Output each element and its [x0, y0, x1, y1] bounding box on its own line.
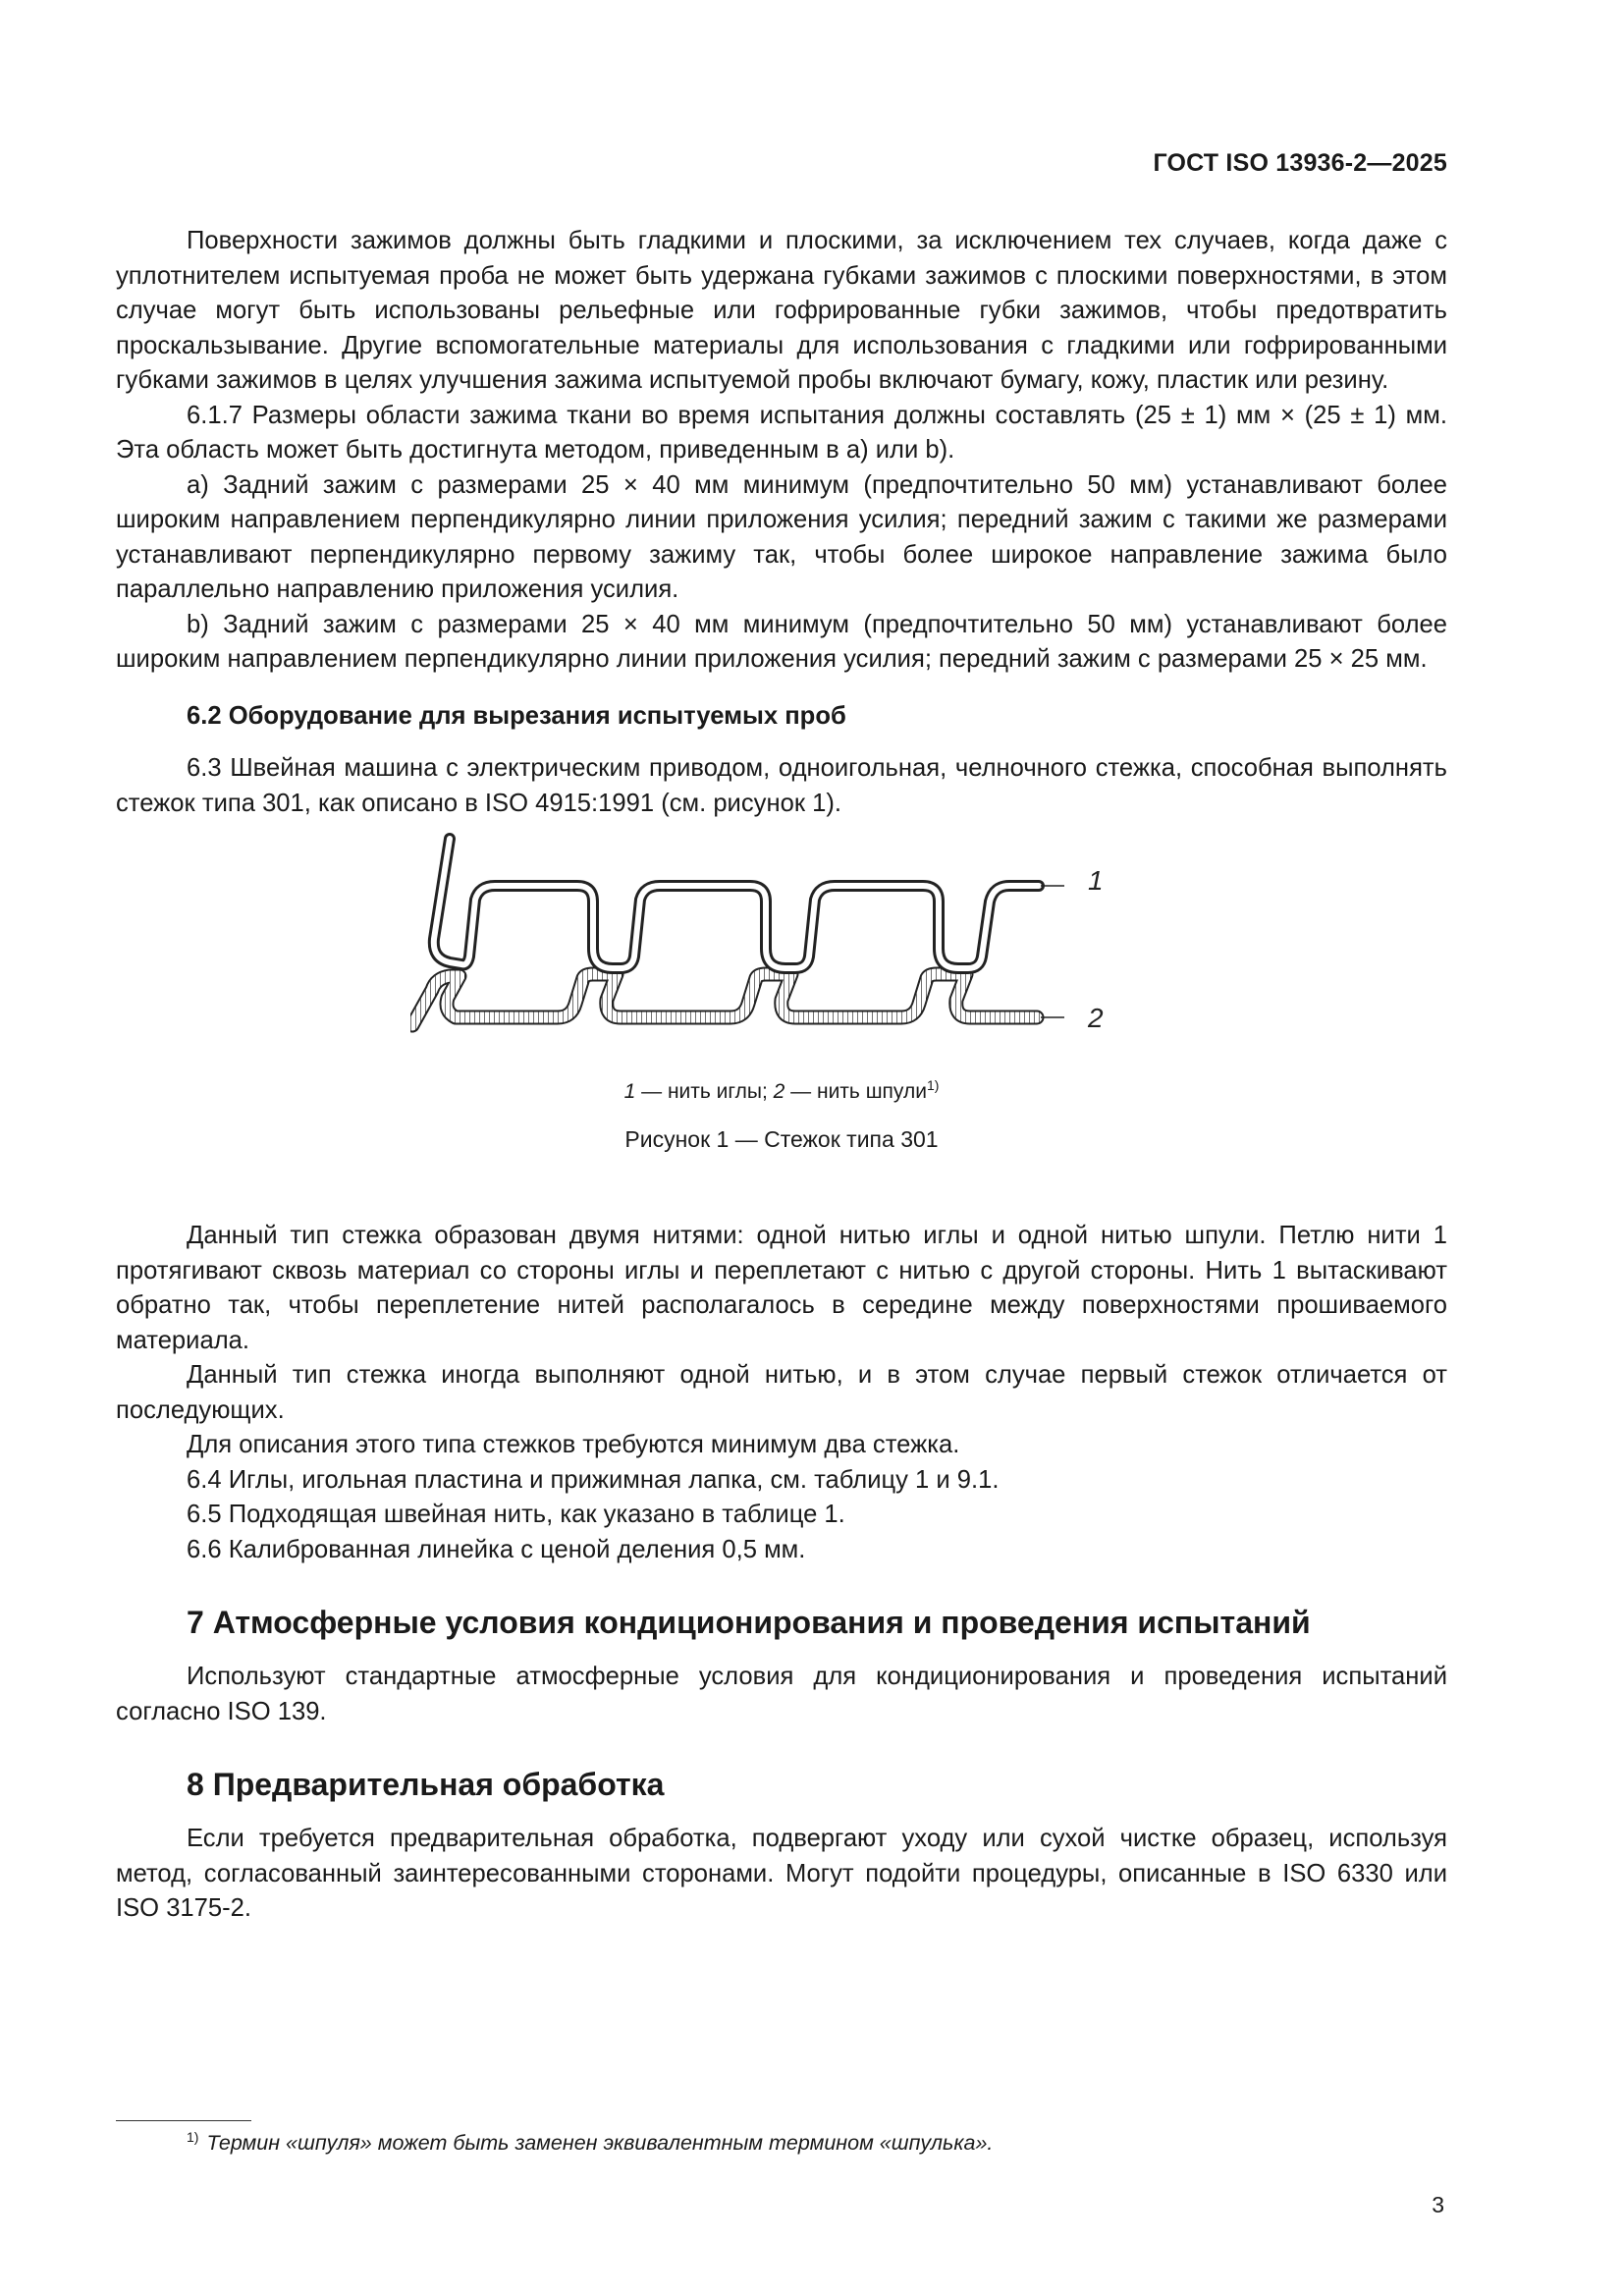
bobbin-thread — [412, 974, 1037, 1025]
legend-footnote-mark: 1) — [926, 1077, 940, 1093]
section-heading-6-2: 6.2 Оборудование для вырезания испытуемых проб — [187, 701, 846, 730]
page-number: 3 — [1432, 2192, 1444, 2217]
paragraph-6-6: 6.6 Калиброванная линейка с ценой деления 0,5 мм. — [187, 1535, 806, 1563]
section-heading-7: 7 Атмосферные условия кондиционирования и проведения испытаний — [187, 1605, 1311, 1640]
legend-text-1: — нить иглы; — [635, 1080, 774, 1103]
paragraph-8: Если требуется предварительная обработка, подвергают уходу или сухой чистке образец, используя метод, согласованный заинтересованными сторонами. Могут подойти процедуры, описанные в ISO 6330 или ISO 3175-2. — [116, 1825, 1447, 1922]
paragraph-6-3: 6.3 Швейная машина с электрическим приводом, одноигольная, челночного стежка, способная выполнять стежок типа 301, как описано в ISO 4915:1991 (см. рисунок 1). — [116, 754, 1447, 817]
footnote-text: Термин «шпуля» может быть заменен эквивалентным термином «шпулька». — [206, 2131, 994, 2156]
label-1: 1 — [1088, 865, 1104, 896]
figure-caption: Рисунок 1 — Стежок типа 301 — [624, 1126, 939, 1152]
footnote-mark: 1) — [187, 2129, 199, 2145]
footnote — [187, 2129, 993, 2156]
paragraph-6-5: 6.5 Подходящая швейная нить, как указано в таблице 1. — [187, 1501, 845, 1528]
legend-text-2: — нить шпули — [784, 1080, 927, 1103]
section-heading-8: 8 Предварительная обработка — [187, 1767, 665, 1802]
paragraph-7: Используют стандартные атмосферные условия для кондиционирования и проведения испытаний согласно ISO 139. — [116, 1663, 1447, 1725]
paragraph-stitch-description: Данный тип стежка образован двумя нитями: одной нитью иглы и одной нитью шпули. Петлю нити 1 протягивают сквозь материал со стороны иглы и переплетают с нитью с другой стороны. Нить 1 вытаскивают обратно так, чтобы переплетение нитей располагалось в середине между поверхностями прошиваемого материала. — [116, 1222, 1447, 1354]
figure-1 — [116, 831, 1447, 1219]
paragraph-option-b: b) Задний зажим с размерами 25 × 40 мм минимум (предпочтительно 50 мм) устанавливают более широким направлением перпендикулярно линии приложения усилия; передний зажим с размерами 25 × 25 мм. — [116, 610, 1447, 673]
paragraph-6-4: 6.4 Иглы, игольная пластина и прижимная лапка, см. таблицу 1 и 9.1. — [187, 1465, 1000, 1494]
needle-thread — [434, 839, 1039, 968]
paragraph-6-1-7: 6.1.7 Размеры области зажима ткани во время испытания должны составлять (25 ± 1) мм × (25 ± 1) мм. Эта область может быть достигнута методом, приведенным в a) или b). — [116, 401, 1447, 464]
figure-legend — [116, 1068, 1447, 1110]
label-2: 2 — [1088, 1003, 1104, 1033]
footnote-divider — [116, 2120, 251, 2121]
paragraph-clamp-surfaces: Поверхности зажимов должны быть гладкими и плоскими, за исключением тех случаев, когда даже с уплотнителем испытуемая проба не может быть удержана губками зажимов с плоскими поверхностями, в этом случае могут быть использованы рельефные или гофрированные губки зажимов, чтобы предотвратить проскальзывание. Другие вспомогательные материалы для использования с гладкими или гофрированными губками зажимов в целях улучшения зажима испытуемой пробы включают бумагу, кожу, пластик или резину. — [116, 227, 1447, 394]
stitch-301-diagram — [410, 831, 1157, 1057]
paragraph-option-a: a) Задний зажим с размерами 25 × 40 мм минимум (предпочтительно 50 мм) устанавливают более широким направлением перпендикулярно линии приложения усилия; передний зажим с такими же размерами устанавливают перпендикулярно первому зажиму так, чтобы более широкое направление зажима было параллельно направлению приложения усилия. — [116, 470, 1447, 603]
document-header: ГОСТ ISO 13936-2—2025 — [1153, 149, 1447, 177]
paragraph-two-stitches: Для описания этого типа стежков требуются минимум два стежка. — [187, 1431, 960, 1458]
paragraph-single-thread: Данный тип стежка иногда выполняют одной нитью, и в этом случае первый стежок отличается от последующих. — [116, 1361, 1447, 1424]
legend-num-1: 1 — [623, 1080, 636, 1103]
legend-num-2: 2 — [773, 1080, 785, 1103]
page-content — [116, 224, 1447, 1927]
